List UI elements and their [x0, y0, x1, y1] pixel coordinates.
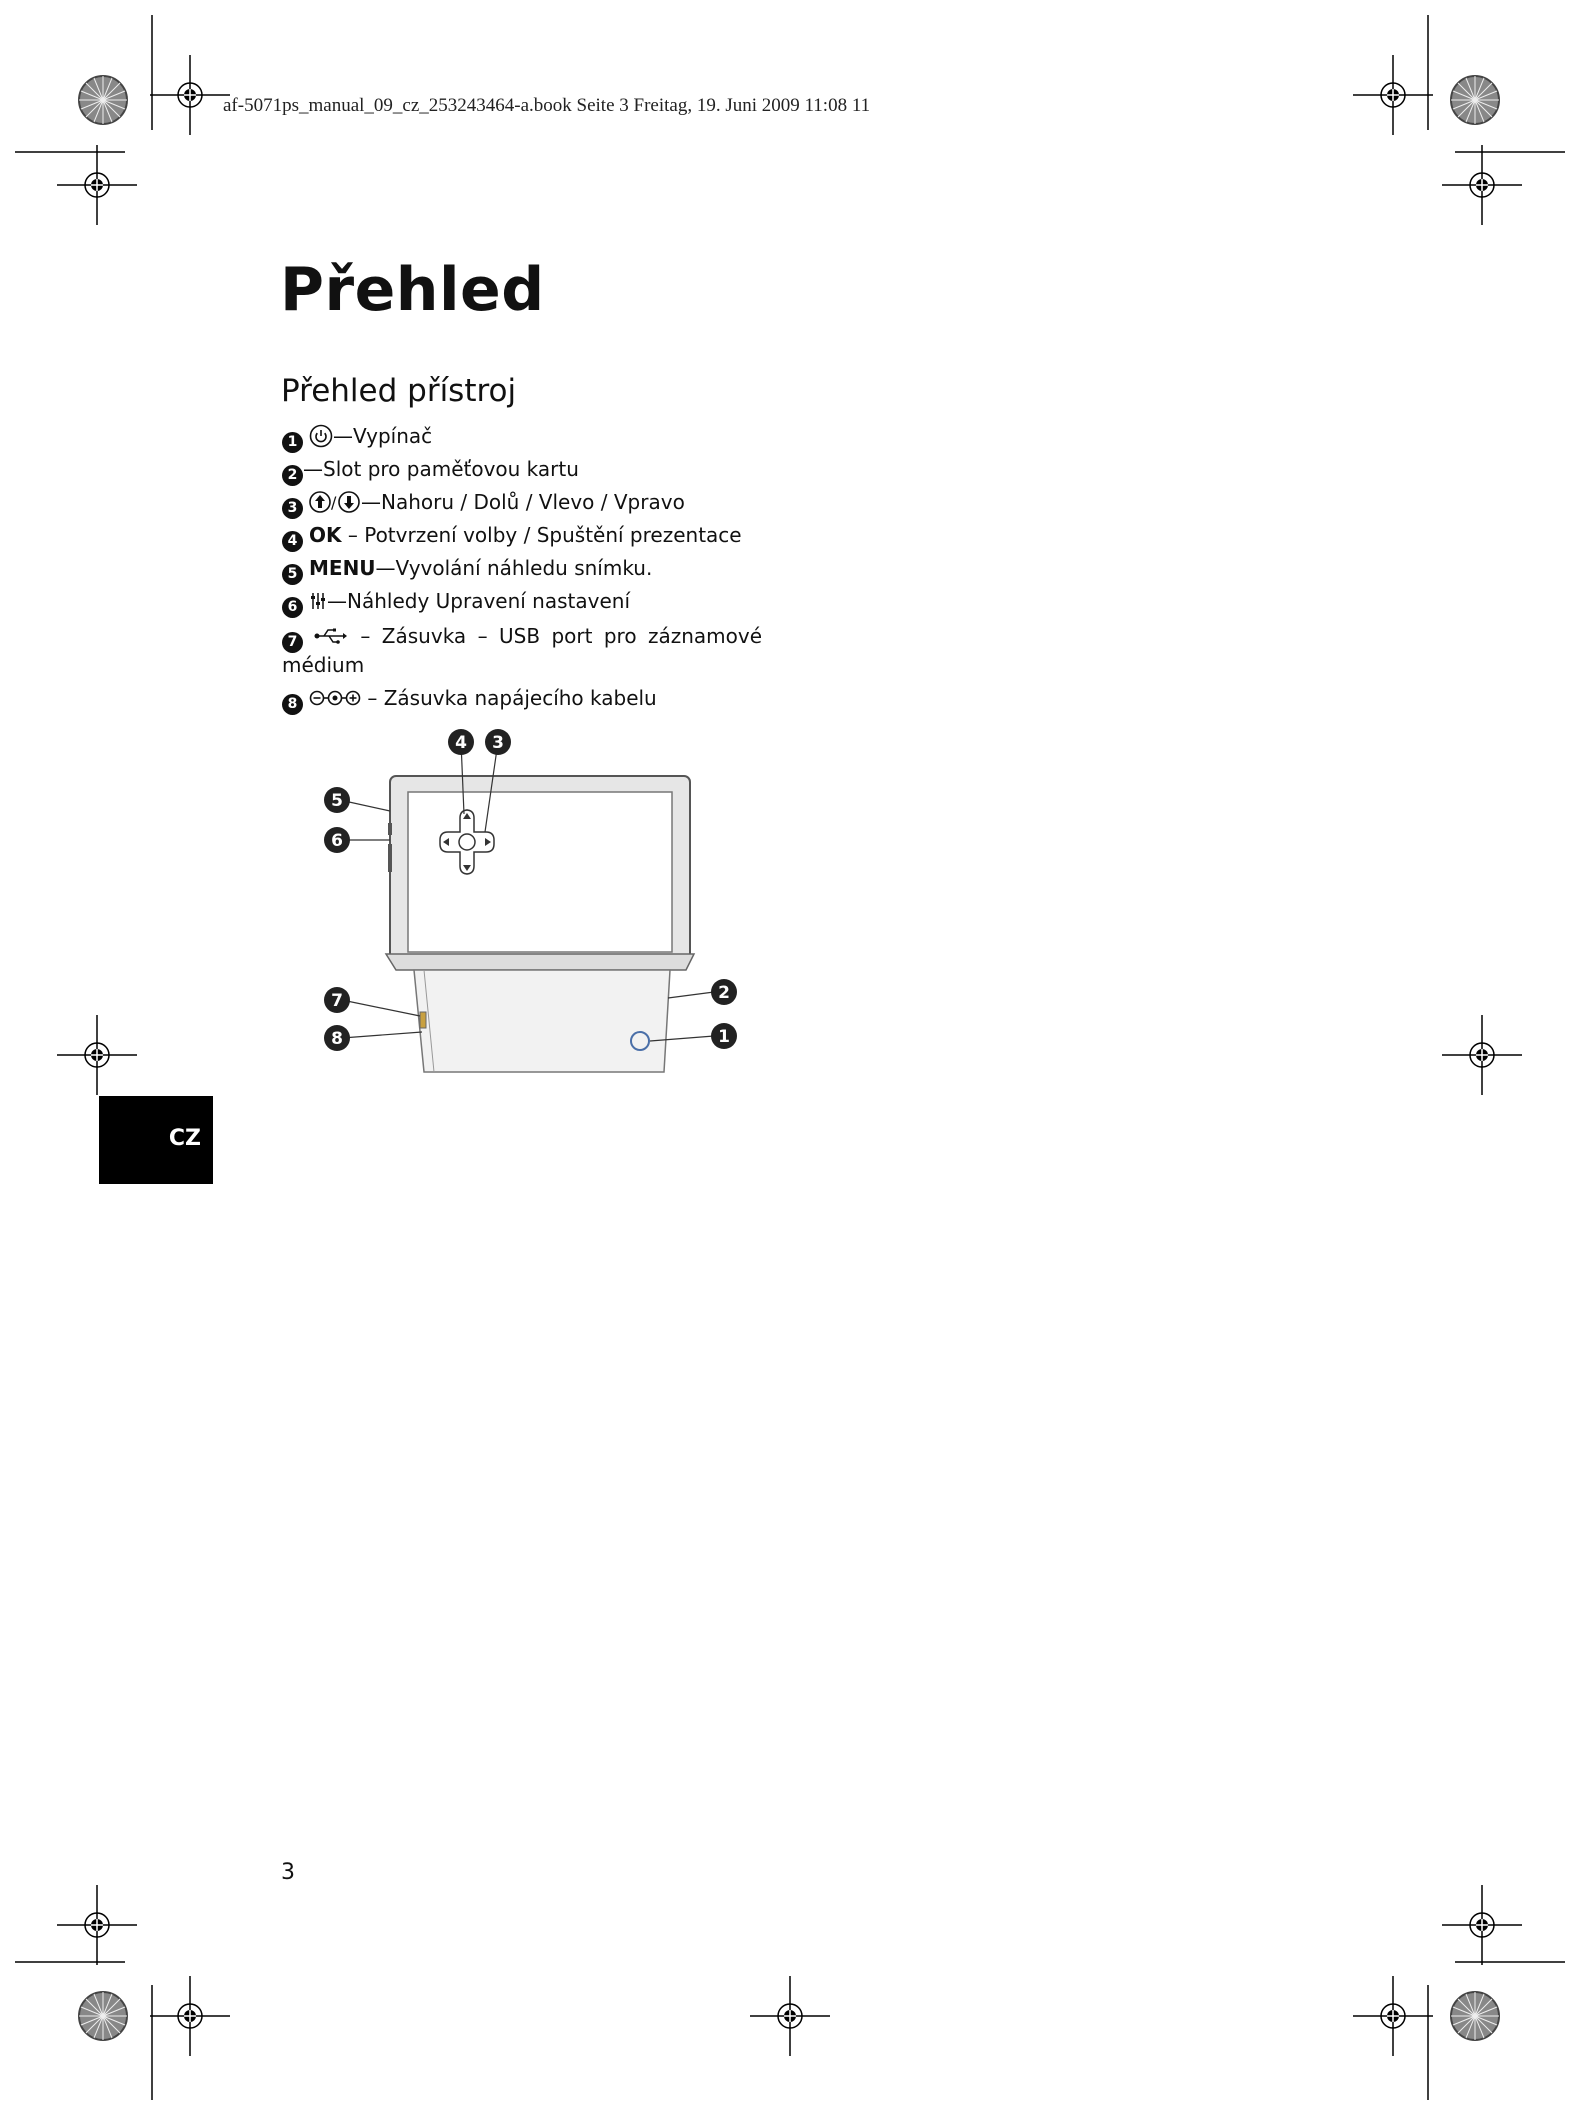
callout-number: 4	[282, 531, 303, 552]
item-text: —Slot pro paměťovou kartu	[303, 457, 579, 481]
list-item	[282, 682, 762, 715]
item-text: – Zásuvka – USB port pro záznamové médium	[282, 624, 762, 677]
svg-text:7: 7	[331, 991, 343, 1011]
svg-text:1: 1	[718, 1027, 730, 1047]
callout-7	[324, 987, 350, 1013]
svg-text:4: 4	[455, 733, 467, 753]
svg-text:3: 3	[492, 733, 504, 753]
item-text: —Nahoru / Dolů / Vlevo / Vpravo	[361, 490, 685, 514]
callout-number: 7	[282, 632, 303, 653]
svg-text:2: 2	[718, 983, 730, 1003]
dc-power-icon	[309, 688, 361, 708]
up-down-arrows-icon	[309, 490, 361, 514]
stand-body	[414, 970, 670, 1072]
item-text: – Zásuvka napájecího kabelu	[361, 686, 657, 710]
callout-3	[485, 729, 511, 755]
list-item	[282, 552, 762, 585]
settings-icon	[309, 590, 327, 612]
stand-top	[386, 954, 694, 970]
callout-2	[711, 979, 737, 1005]
svg-text:8: 8	[331, 1029, 343, 1049]
language-tab	[99, 1096, 213, 1184]
list-item	[282, 585, 762, 618]
list-item	[282, 624, 762, 678]
callout-1	[711, 1023, 737, 1049]
callout-6	[324, 827, 350, 853]
svg-text:5: 5	[331, 791, 343, 811]
item-text: – Potvrzení volby / Spuštění prezentace	[341, 523, 742, 547]
callout-5	[324, 787, 350, 813]
callout-number: 8	[282, 694, 303, 715]
key-label: MENU	[309, 556, 376, 580]
callout-number: 1	[282, 432, 303, 453]
print-slug: af-5071ps_manual_09_cz_253243464-a.book Seite 3 Freitag, 19. Juni 2009 11:08 11	[223, 95, 871, 116]
language-tab-label: CZ	[168, 1126, 201, 1151]
feature-list	[282, 420, 762, 715]
device-diagram	[310, 720, 750, 1080]
callout-number: 2	[282, 465, 303, 486]
callout-4	[448, 729, 474, 755]
callout-number: 3	[282, 498, 303, 519]
power-icon	[309, 424, 333, 448]
list-item	[282, 453, 762, 486]
section-heading: Přehled přístroj	[281, 373, 517, 409]
item-text: —Vyvolání náhledu snímku.	[375, 556, 653, 580]
svg-text:/: /	[331, 493, 337, 512]
callout-number: 5	[282, 564, 303, 585]
item-text: —Náhledy Upravení nastavení	[327, 589, 631, 613]
list-item	[282, 420, 762, 453]
callout-number: 6	[282, 597, 303, 618]
key-label: OK	[309, 523, 342, 547]
callout-8	[324, 1025, 350, 1051]
page-number: 3	[281, 1860, 295, 1885]
page-title: Přehled	[280, 255, 545, 325]
usb-icon	[309, 626, 349, 646]
item-text: —Vypínač	[333, 424, 433, 448]
list-item	[282, 486, 762, 519]
frame-screen	[408, 792, 672, 952]
svg-text:6: 6	[331, 831, 343, 851]
list-item	[282, 519, 762, 552]
